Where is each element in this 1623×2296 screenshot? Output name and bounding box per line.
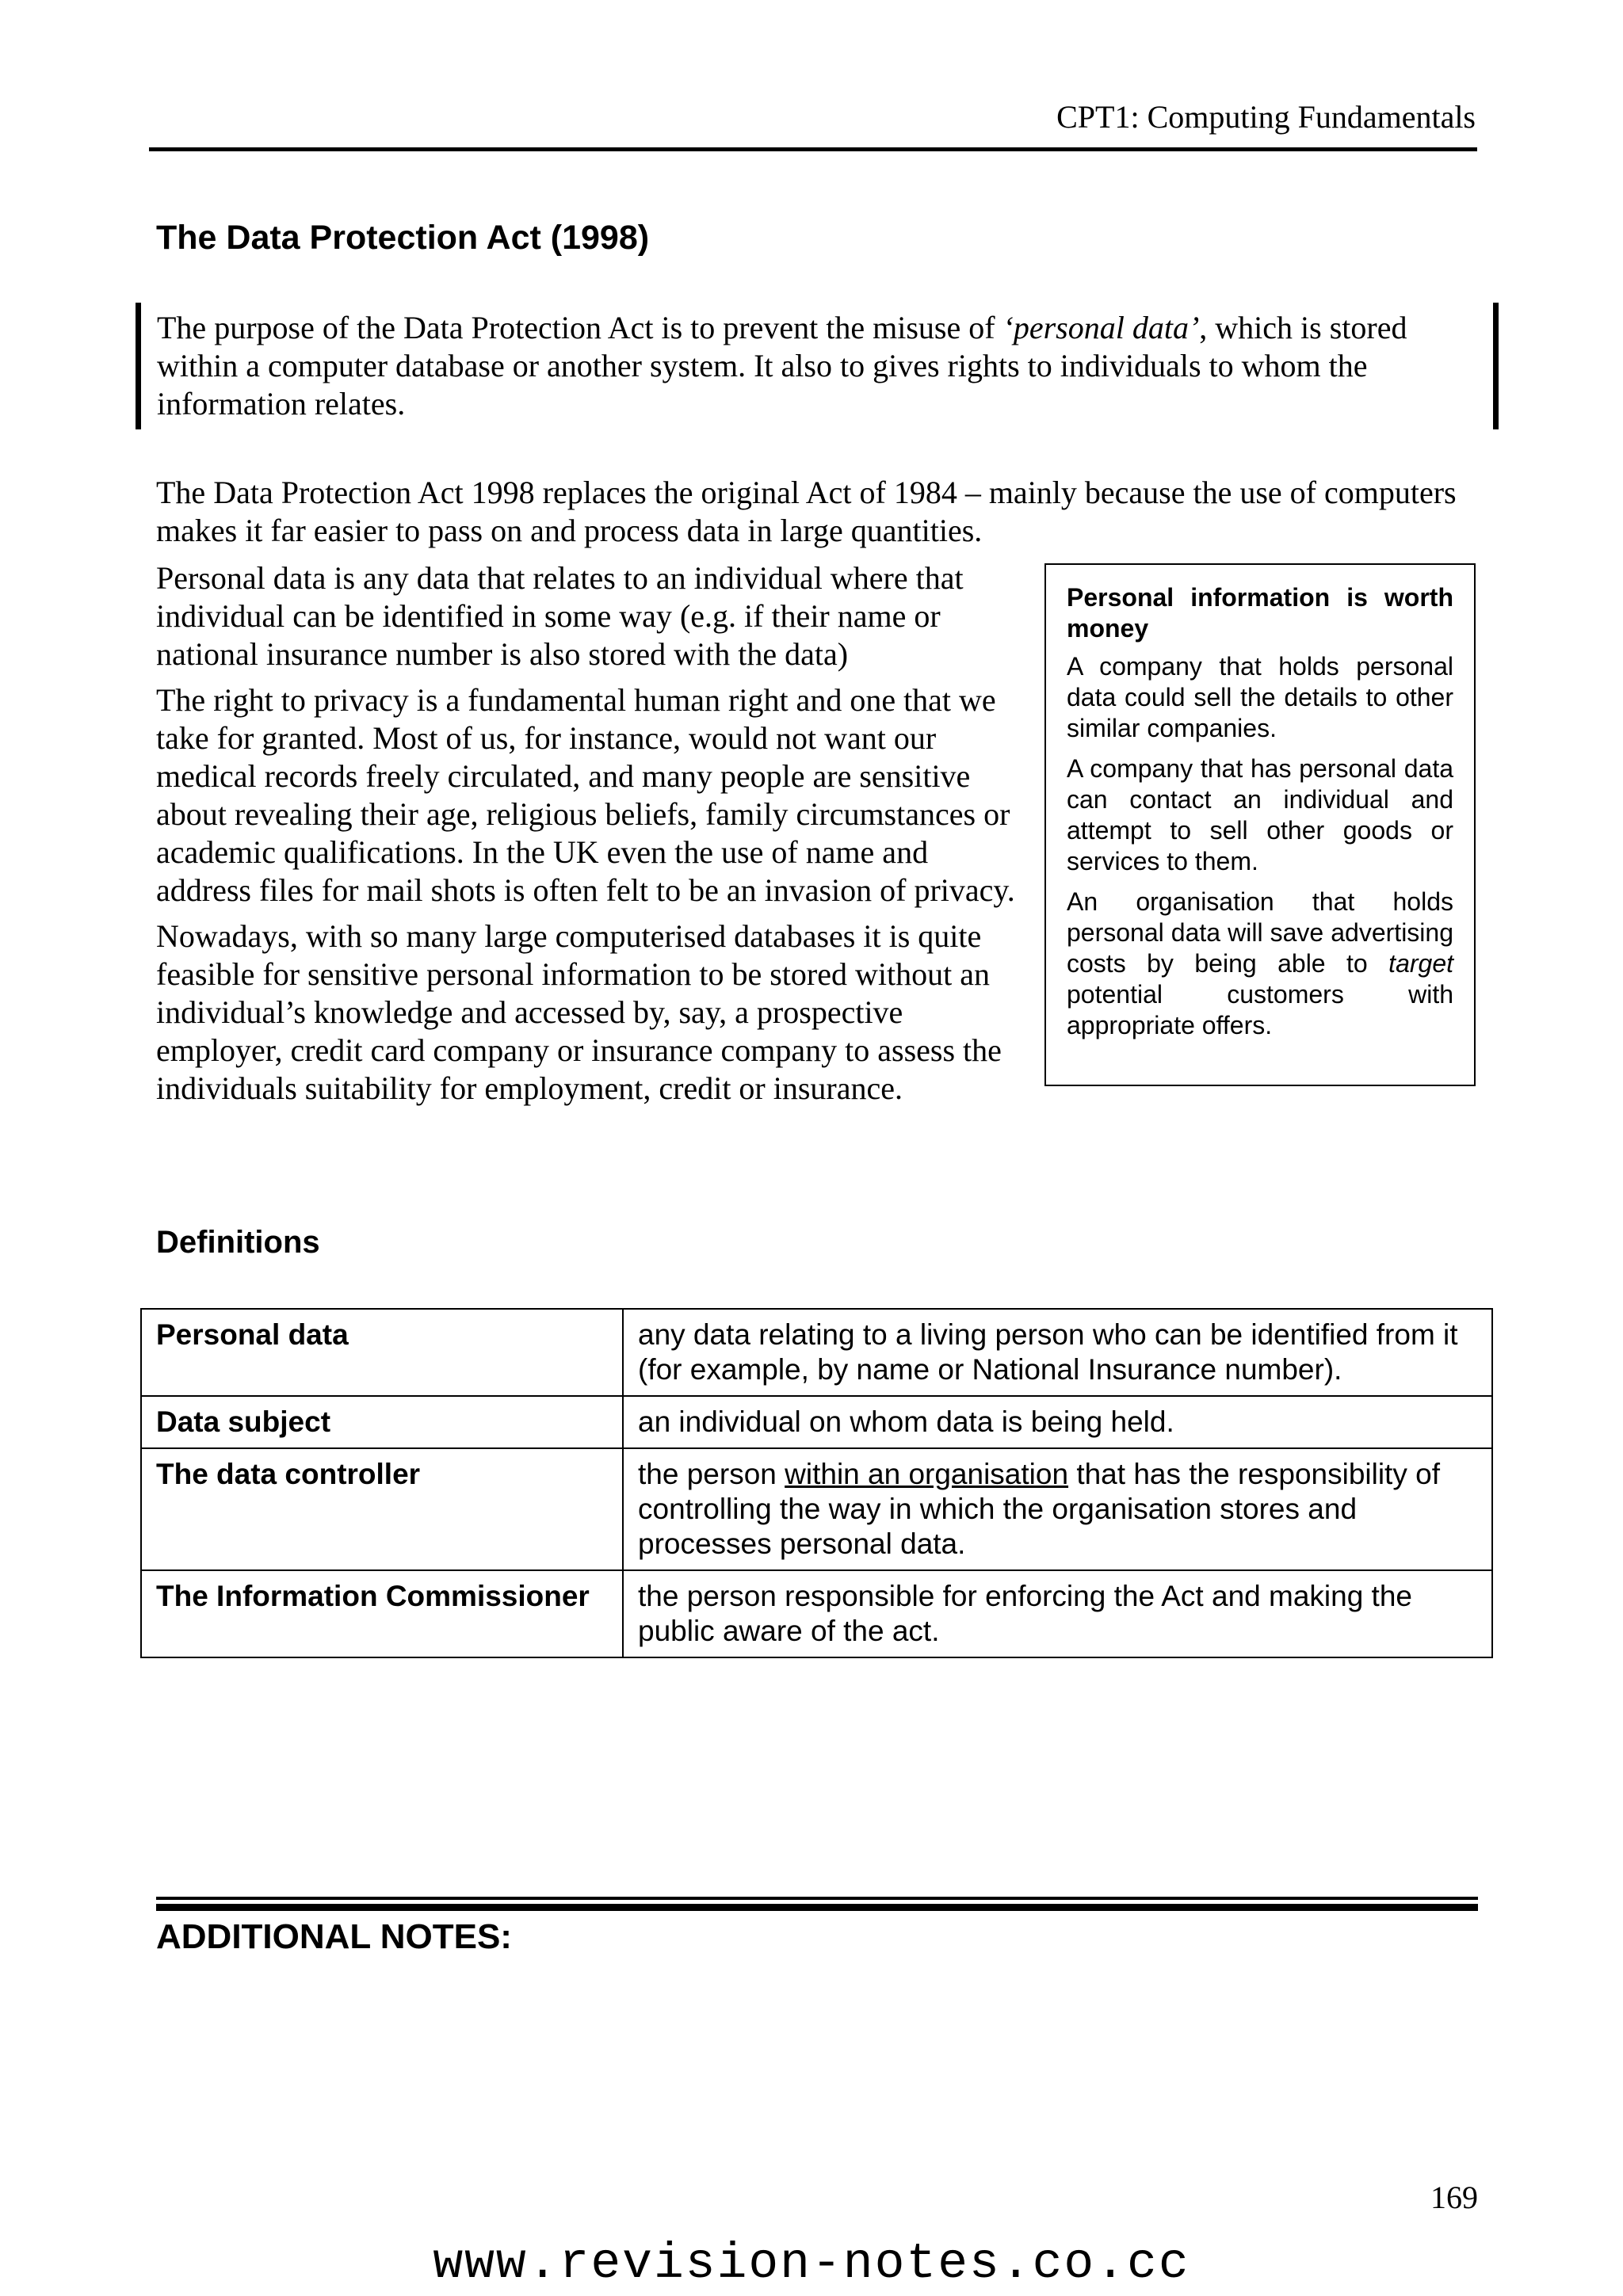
box-title: Personal information is worth money [1067, 583, 1453, 643]
header-rule [149, 147, 1477, 151]
box-item3-after: potential customers with appropriate offers. [1067, 980, 1453, 1039]
table-row [141, 1309, 1492, 1396]
term-cell: The data controller [141, 1448, 623, 1570]
personal-information-box [1044, 563, 1476, 1086]
term-cell: Personal data [141, 1309, 623, 1396]
definition-cell: an individual on whom data is being held. [623, 1396, 1492, 1448]
section-title: The Data Protection Act (1998) [156, 219, 650, 257]
box-item-contact-individual: A company that has personal data can contact an individual and attempt to sell other goods or services to them. [1067, 754, 1453, 875]
term-cell: The Information Commissioner [141, 1570, 623, 1657]
paragraph-right-to-privacy: The right to privacy is a fundamental human right and one that we take for granted. Most of us, for instance, would not want our medical records freely circulated, and many people are sensitive about revealing their age, religious beliefs, family circumstances or academic qualifications. In the UK even the use of name and address files for mail shots is often felt to be an invasion of privacy. [156, 682, 1015, 908]
definition-cell [623, 1448, 1492, 1570]
definition-cell: the person responsible for enforcing the Act and making the public aware of the act. [623, 1570, 1492, 1657]
table-row [141, 1570, 1492, 1657]
box-item3-emphasis: target [1388, 949, 1453, 978]
intro-box [136, 303, 1499, 429]
intro-emphasis: ‘personal data’ [1002, 310, 1200, 345]
definition-cell: any data relating to a living person who can be identified from it (for example, by name or National Insurance number). [623, 1309, 1492, 1396]
definition-text-after: that has the responsibility of controlling the way in which the organisation stores and processes personal data. [638, 1458, 1440, 1560]
table-row [141, 1396, 1492, 1448]
definition-underlined-text: within an organisation [785, 1458, 1069, 1490]
intro-text-after: , which is stored within a computer database or another system. It also to gives rights to individuals to whom the information relates. [157, 310, 1407, 421]
box-item3-before: An organisation that holds personal data will save advertising costs by being able to [1067, 887, 1453, 978]
paragraph-personal-data: Personal data is any data that relates to an individual where that individual can be identified in some way (e.g. if their name or national insurance number is also stored with the data) [156, 560, 964, 672]
running-header: CPT1: Computing Fundamentals [1056, 99, 1476, 135]
box-item-sell-details: A company that holds personal data could sell the details to other similar companies. [1067, 652, 1453, 742]
additional-notes-heading: ADDITIONAL NOTES: [156, 1917, 512, 1956]
paragraph-computerised-databases: Nowadays, with so many large computerised databases it is quite feasible for sensitive personal information to be stored without an individual’s knowledge and accessed by, say, a prospective employer, credit card company or insurance company to assess the individuals suitability for employment, credit or insurance. [156, 918, 1002, 1106]
table-row [141, 1448, 1492, 1570]
footer-url: www.revision-notes.co.cc [433, 2236, 1190, 2292]
notes-rule-thin [156, 1897, 1478, 1900]
term-cell: Data subject [141, 1396, 623, 1448]
intro-paragraph [157, 309, 1472, 423]
notes-rule-thick [156, 1904, 1478, 1911]
body-column [156, 559, 1026, 1116]
page-number: 169 [1430, 2180, 1478, 2215]
change-bar-right [1493, 303, 1499, 429]
intro-text-before: The purpose of the Data Protection Act is to prevent the misuse of [157, 310, 1003, 345]
definitions-table [140, 1308, 1493, 1658]
definitions-heading: Definitions [156, 1225, 320, 1260]
paragraph-replaces-1984-act: The Data Protection Act 1998 replaces the original Act of 1984 – mainly because the use of computers makes it far easier to pass on and process data in large quantities. [156, 475, 1457, 548]
box-item-target-customers [1067, 887, 1453, 1041]
change-bar-left [136, 303, 141, 429]
definition-text-before: the person [638, 1458, 785, 1490]
